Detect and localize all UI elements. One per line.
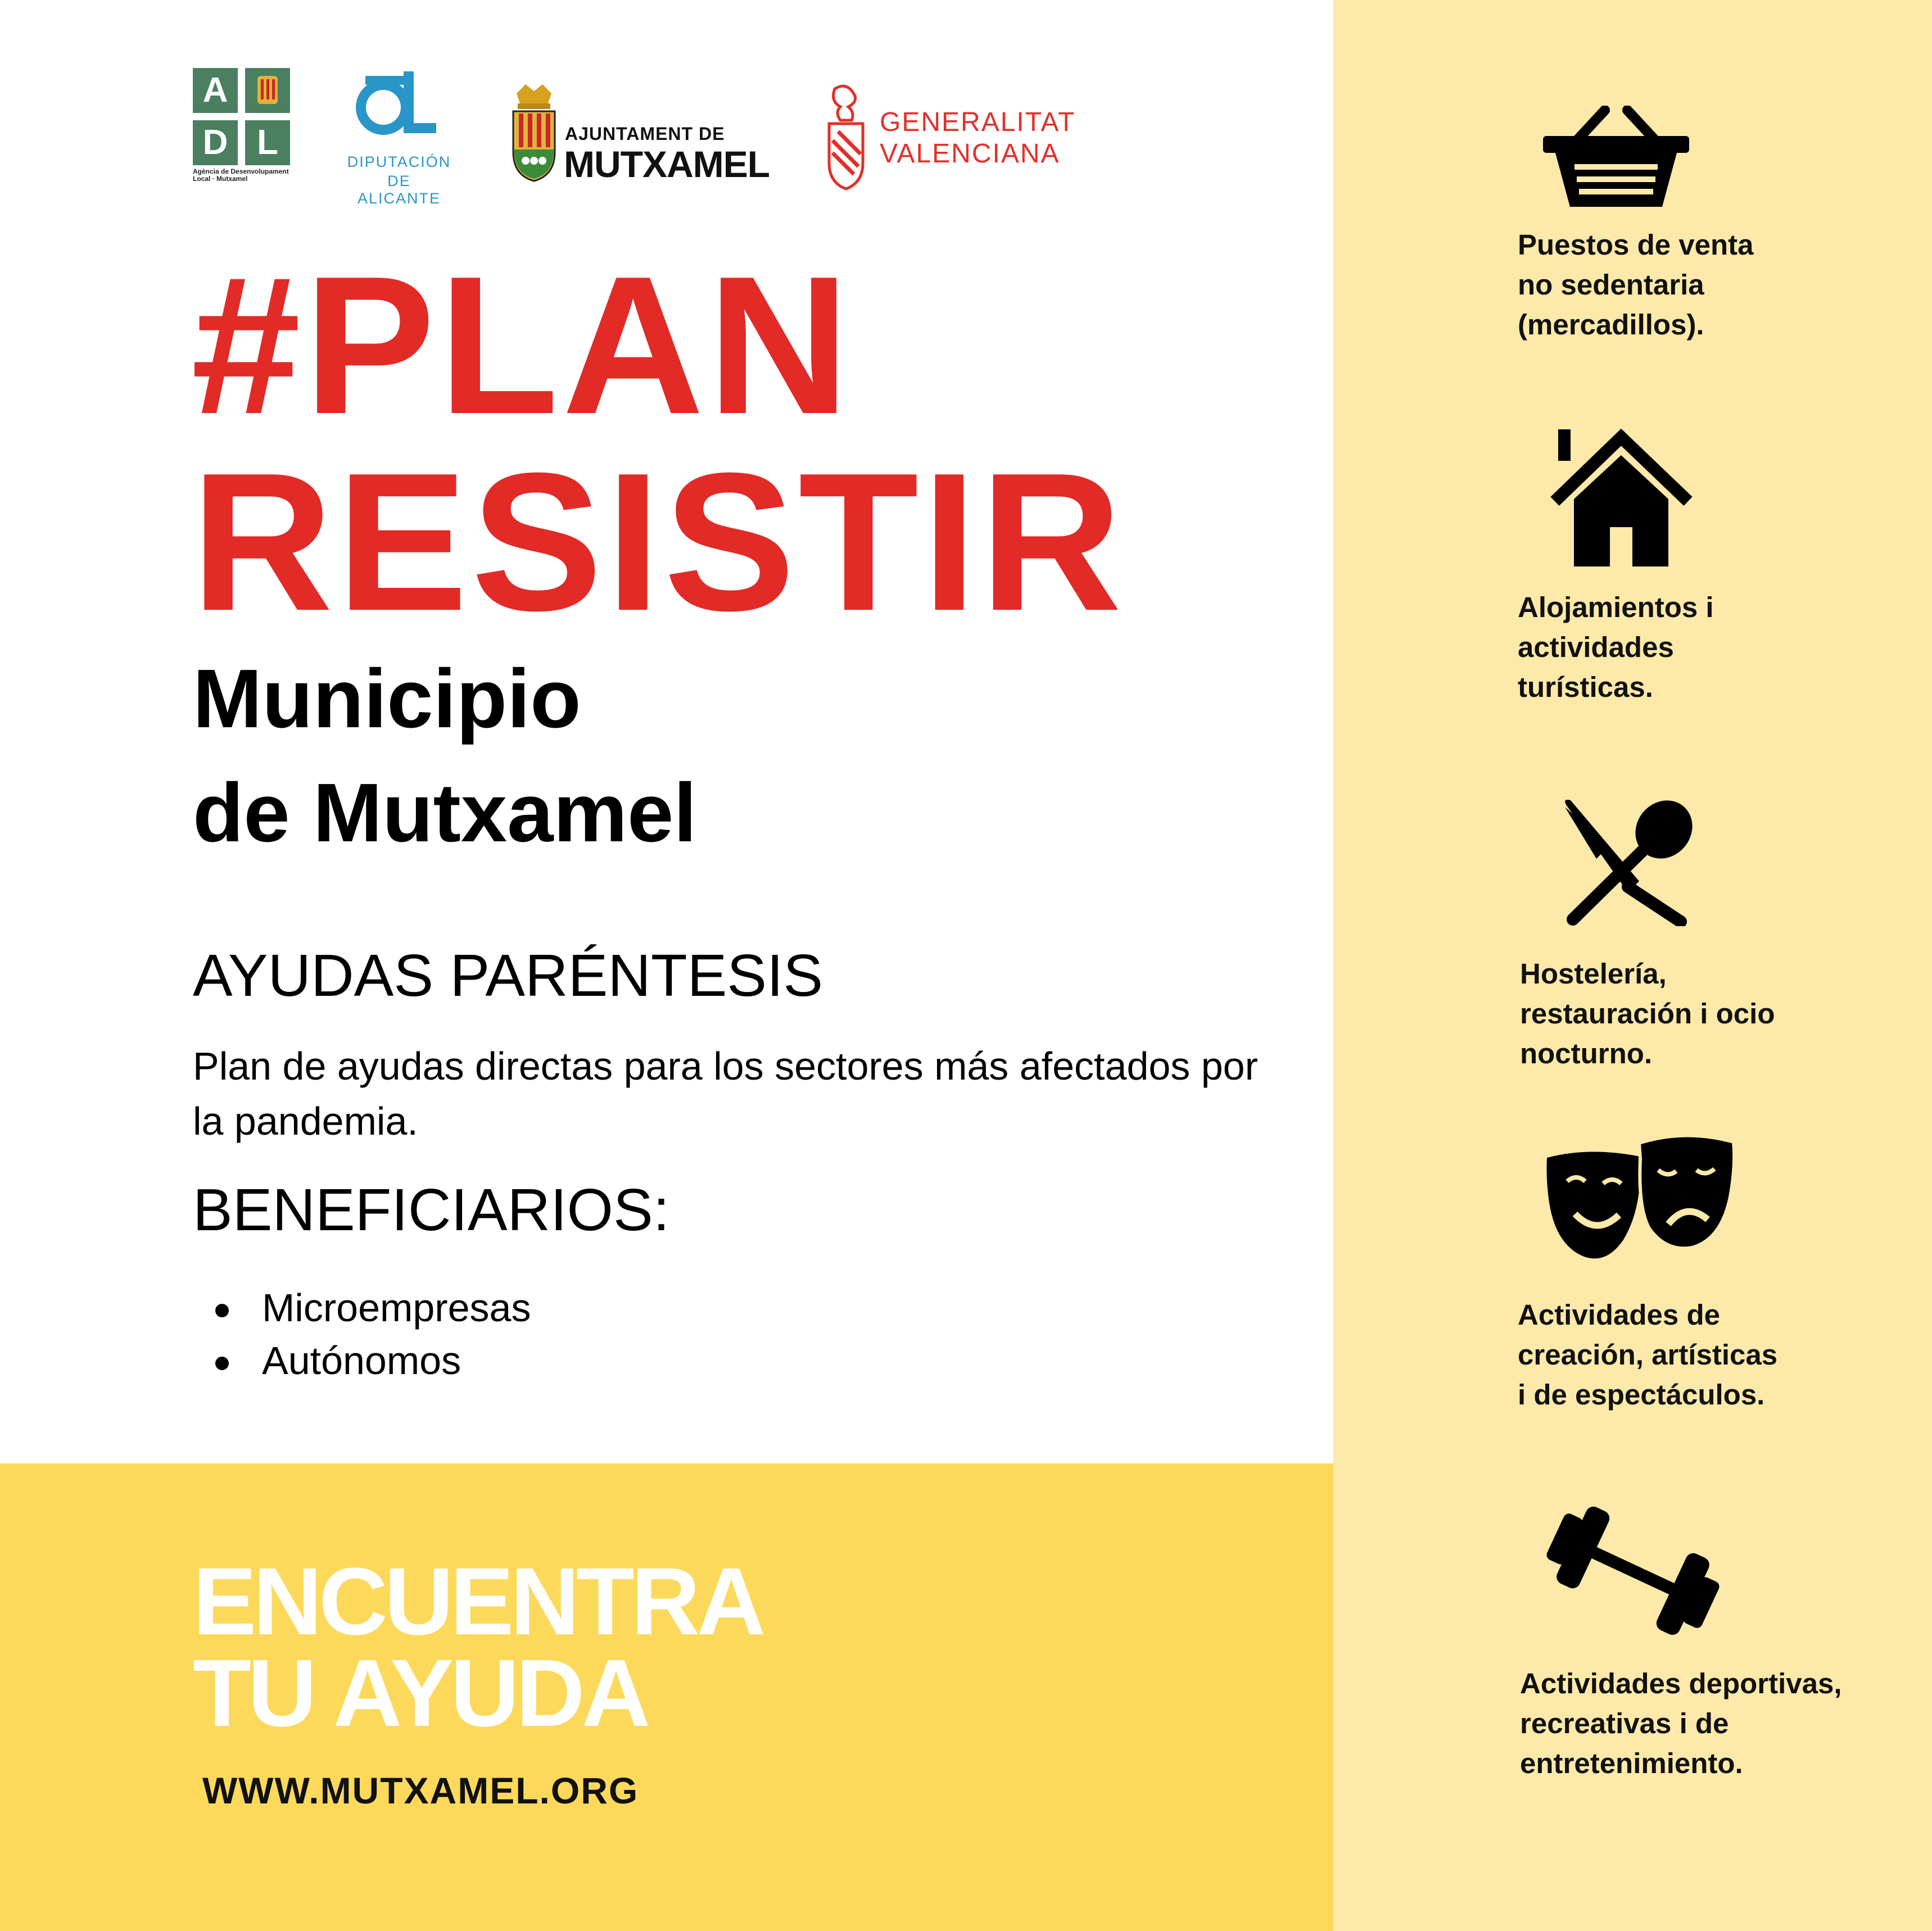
knife-spoon-icon (1560, 797, 1698, 929)
subheadline-line-2: de Mutxamel (193, 767, 697, 859)
sector-label-line: Puestos de venta (1518, 229, 1754, 261)
list-item: Autónomos (215, 1334, 531, 1387)
house-icon (1547, 427, 1696, 570)
coat-of-arms-icon (509, 84, 559, 183)
ayudas-title: AYUDAS PARÉNTESIS (193, 942, 824, 1009)
adl-logo (193, 68, 291, 191)
adl-caption (193, 168, 291, 183)
sector-label-line: actividades (1518, 631, 1674, 663)
sector-label-line: recreativas i de (1520, 1707, 1729, 1739)
sector-label-line: Alojamientos i (1518, 591, 1714, 623)
sector-label-line: i de espectáculos. (1518, 1379, 1765, 1411)
generalitat-logo (824, 84, 1082, 191)
headline-line-1: #PLAN (191, 235, 853, 455)
cta-line-1: ENCUENTRA (193, 1548, 763, 1655)
shopping-basket-icon (1543, 106, 1689, 212)
sector-label-espectaculos (1518, 1295, 1777, 1415)
generalitat-crest-icon (824, 84, 868, 191)
list-item: Microempresas (215, 1281, 531, 1334)
headline-line-2: RESISTIR (191, 432, 1126, 652)
sector-label-line: Hostelería, (1520, 958, 1667, 990)
ayuntamiento-line-2: MUTXAMEL (564, 143, 770, 185)
adl-caption-line-1: Agència de Desenvolupament (193, 167, 289, 175)
sector-label-alojamientos (1518, 587, 1714, 707)
sector-label-line: nocturno. (1520, 1037, 1653, 1069)
dumbbell-icon (1543, 1501, 1723, 1644)
beneficiarios-list (215, 1281, 531, 1387)
sector-label-line: creación, artísticas (1518, 1339, 1778, 1371)
sector-label-deportivas (1520, 1663, 1842, 1783)
diputacion-line-2: DE ALICANTE (357, 173, 441, 207)
sector-label-line: turísticas. (1518, 671, 1653, 703)
sector-label-line: Actividades de (1518, 1299, 1720, 1331)
diputacion-mark-icon (344, 68, 454, 147)
adl-caption-line-2: Local · Mutxamel (193, 175, 248, 183)
ayudas-description: Plan de ayudas directas para los sectores más afectados por la pandemia. (193, 1044, 1258, 1143)
theater-masks-icon (1545, 1130, 1736, 1267)
sector-label-line: Actividades deportivas, (1520, 1667, 1842, 1699)
sector-label-line: (mercadillos). (1518, 309, 1704, 341)
mutxamel-shield-icon (245, 68, 290, 113)
adl-letter-d: D (193, 120, 238, 165)
diputacion-line-1: DIPUTACIÓN (347, 153, 451, 170)
diputacion-logo (344, 68, 454, 207)
sector-label-hosteleria (1520, 954, 1775, 1073)
cta-line-2: TU AYUDA (193, 1640, 648, 1747)
sector-label-line: entretenimiento. (1520, 1747, 1743, 1779)
adl-letter-l: L (245, 120, 290, 165)
adl-letter-a: A (193, 68, 238, 113)
sector-label-line: no sedentaria (1518, 269, 1704, 301)
ayuntamiento-line-1: AJUNTAMENT DE (565, 124, 725, 144)
website-link[interactable]: WWW.MUTXAMEL.ORG (202, 1770, 639, 1811)
ayuntamiento-logo (509, 84, 770, 185)
beneficiarios-title: BENEFICIARIOS: (193, 1177, 670, 1243)
subheadline-line-1: Municipio (193, 652, 581, 745)
sector-label-mercadillos (1518, 225, 1753, 345)
generalitat-line-2: VALENCIANA (880, 139, 1060, 169)
generalitat-line-1: GENERALITAT (880, 107, 1076, 137)
sector-label-line: restauración i ocio (1520, 998, 1775, 1030)
